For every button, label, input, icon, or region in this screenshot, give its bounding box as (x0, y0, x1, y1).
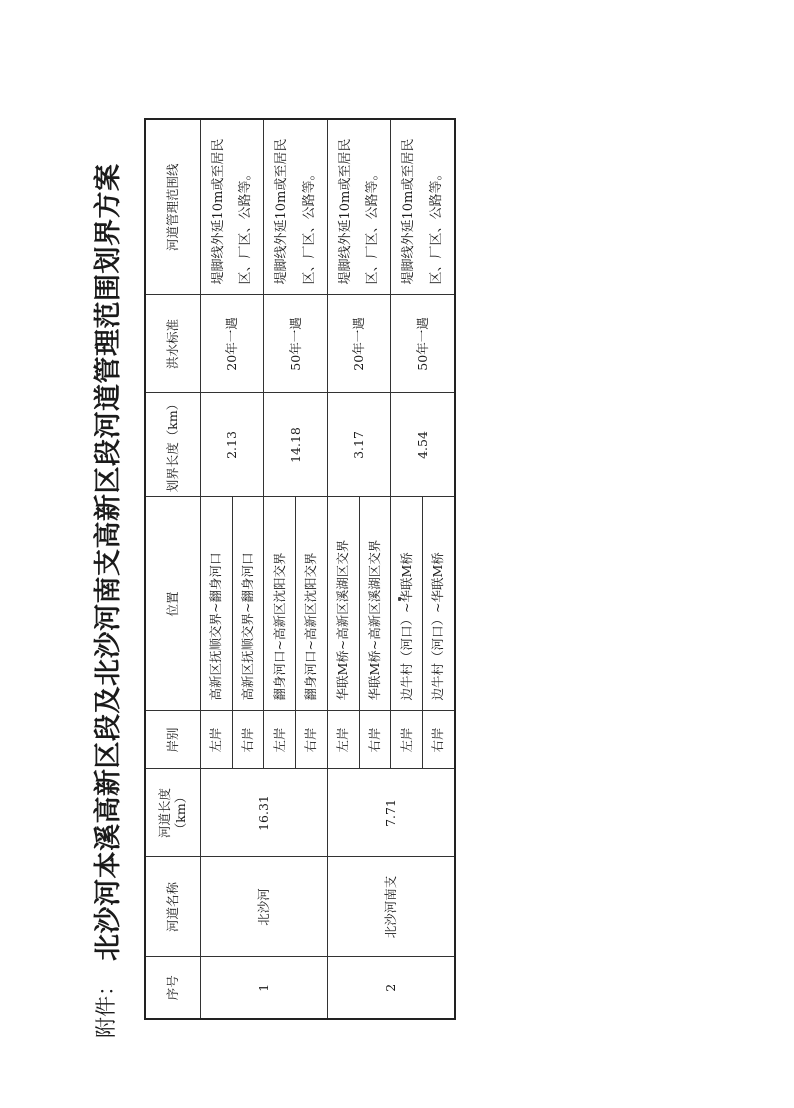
range-line-cell: 堤脚线外延10m或至居民区、厂区、公路等。 (391, 119, 455, 295)
title-row (80, 120, 130, 1040)
position-cell: 翻身河口~高新区沈阳交界 (296, 497, 328, 711)
river-name-cell: 北沙河 (201, 857, 328, 957)
bank-cell: 右岸 (232, 711, 264, 769)
bank-cell: 右岸 (422, 711, 455, 769)
rotated-page (92, 120, 470, 1040)
header-row (145, 119, 201, 1019)
position-cell: 边牛村（河口）~华联M桥 (391, 497, 423, 711)
river-length-cell: 7.71 (327, 769, 455, 857)
flood-standard-cell: 50年一遇 (264, 295, 327, 393)
river-length-cell: 16.31 (201, 769, 328, 857)
attachment-prefix: 附件： (94, 975, 118, 1038)
bank-cell: 左岸 (327, 711, 359, 769)
range-line-cell: 堤脚线外延10m或至居民区、厂区、公路等。 (264, 119, 327, 295)
range-line-cell: 堤脚线外延10m或至居民区、厂区、公路等。 (201, 119, 264, 295)
flood-standard-cell: 20年一遇 (327, 295, 390, 393)
header-seq: 序号 (145, 957, 201, 1019)
position-cell: 高新区抚顺交界~翻身河口 (201, 497, 233, 711)
range-line-cell: 堤脚线外延10m或至居民区、厂区、公路等。 (327, 119, 390, 295)
river-name-cell: 北沙河南支 (327, 857, 455, 957)
bank-cell: 右岸 (296, 711, 328, 769)
header-demarc: 划界长度（km） (145, 393, 201, 497)
demarc-length-cell: 14.18 (264, 393, 327, 497)
header-length: 河道长度（km） (145, 769, 201, 857)
flood-standard-cell: 20年一遇 (201, 295, 264, 393)
bank-cell: 右岸 (359, 711, 391, 769)
position-cell: 华联M桥~高新区溪湖区交界 (359, 497, 391, 711)
demarc-length-cell: 3.17 (327, 393, 390, 497)
demarc-length-cell: 2.13 (201, 393, 264, 497)
position-cell: 高新区抚顺交界~翻身河口 (232, 497, 264, 711)
header-range: 河道管理范围线 (145, 119, 201, 295)
position-cell: 翻身河口~高新区沈阳交界 (264, 497, 296, 711)
table-row (201, 119, 233, 1019)
bank-cell: 左岸 (201, 711, 233, 769)
demarc-length-cell: 4.54 (391, 393, 455, 497)
demarcation-table (144, 118, 456, 1020)
header-name: 河道名称 (145, 857, 201, 957)
seq-cell: 1 (201, 957, 328, 1019)
header-flood: 洪水标准 (145, 295, 201, 393)
header-bank: 岸别 (145, 711, 201, 769)
bank-cell: 左岸 (264, 711, 296, 769)
document-title: 北沙河本溪高新区段及北沙河南支高新区段河道管理范围划界方案 (92, 163, 124, 961)
bank-cell: 左岸 (391, 711, 423, 769)
header-position: 位置 (145, 497, 201, 711)
position-cell: 华联M桥~高新区溪湖区交界 (327, 497, 359, 711)
position-cell: 边牛村（河口）~华联M桥 (422, 497, 455, 711)
seq-cell: 2 (327, 957, 455, 1019)
flood-standard-cell: 50年一遇 (391, 295, 455, 393)
table-row (327, 119, 359, 1019)
